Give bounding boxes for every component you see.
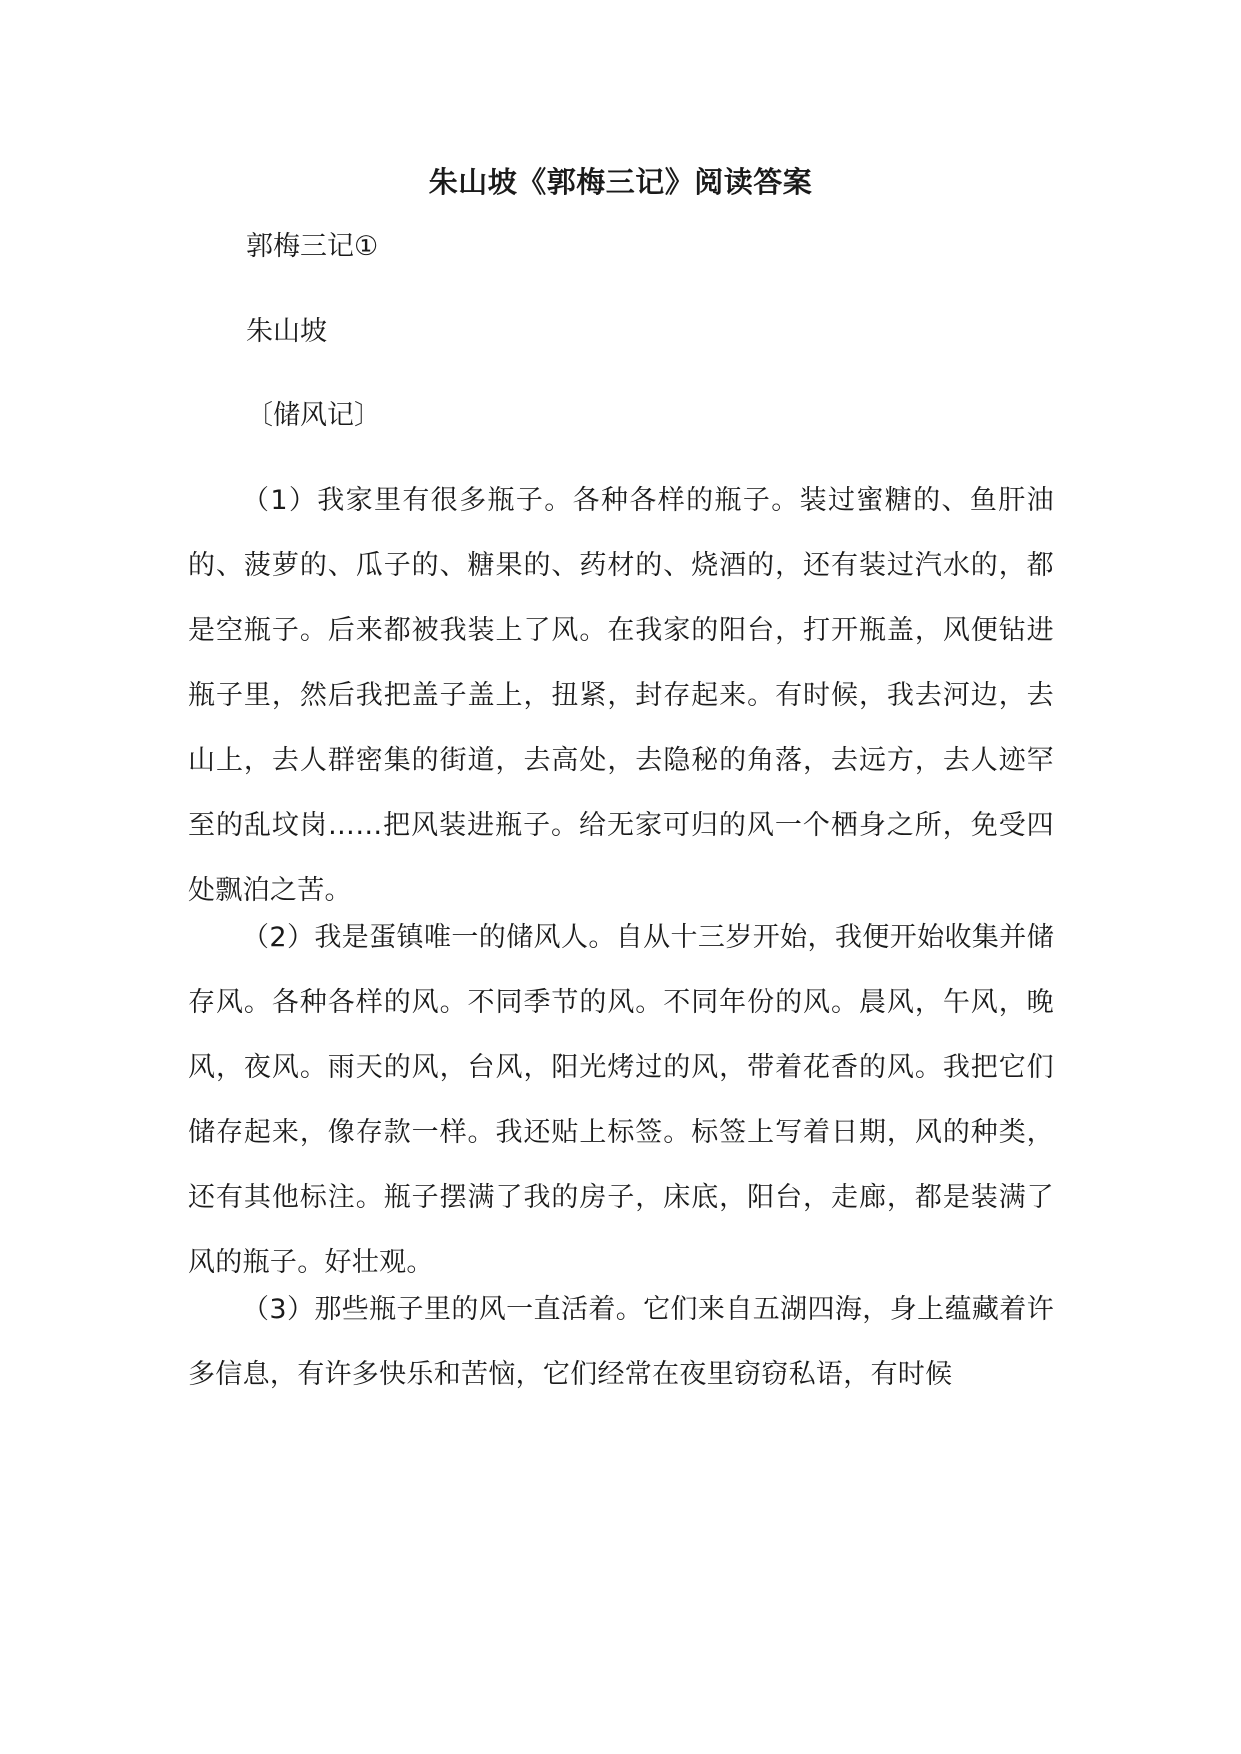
document-title: 朱山坡《郭梅三记》阅读答案 bbox=[428, 165, 813, 199]
paragraph-3: （3）那些瓶子里的风一直活着。它们来自五湖四海，身上蕴藏着许多信息，有许多快乐和苦恼，它们经常在夜里窃窃私语，有时候 bbox=[188, 1294, 1054, 1390]
paragraph-1: （1）我家里有很多瓶子。各种各样的瓶子。装过蜜糖的、鱼肝油的、菠萝的、瓜子的、糖果的、药材的、烧酒的，还有装过汽水的，都是空瓶子。后来都被我装上了风。在我家的阳台，打开瓶盖，风便钻进瓶子里，然后我把盖子盖上，扭紧，封存起来。有时候，我去河边，去山上，去人群密集的街道，去高处，去隐秘的角落，去远方，去人迹罕至的乱坟岗……把风装进瓶子。给无家可归的风一个栖身之所，免受四处飘泊之苦。 bbox=[188, 485, 1054, 906]
article-title: 郭梅三记① bbox=[246, 231, 379, 262]
paragraph-2: （2）我是蛋镇唯一的储风人。自从十三岁开始，我便开始收集并储存风。各种各样的风。不同季节的风。不同年份的风。晨风，午风，晚风，夜风。雨天的风，台风，阳光烤过的风，带着花香的风。我把它们储存起来，像存款一样。我还贴上标签。标签上写着日期，风的种类，还有其他标注。瓶子摆满了我的房子，床底，阳台，走廊，都是装满了风的瓶子。好壮观。 bbox=[188, 922, 1054, 1278]
author-name: 朱山坡 bbox=[246, 316, 327, 347]
section-title: 〔储风记〕 bbox=[246, 400, 381, 431]
